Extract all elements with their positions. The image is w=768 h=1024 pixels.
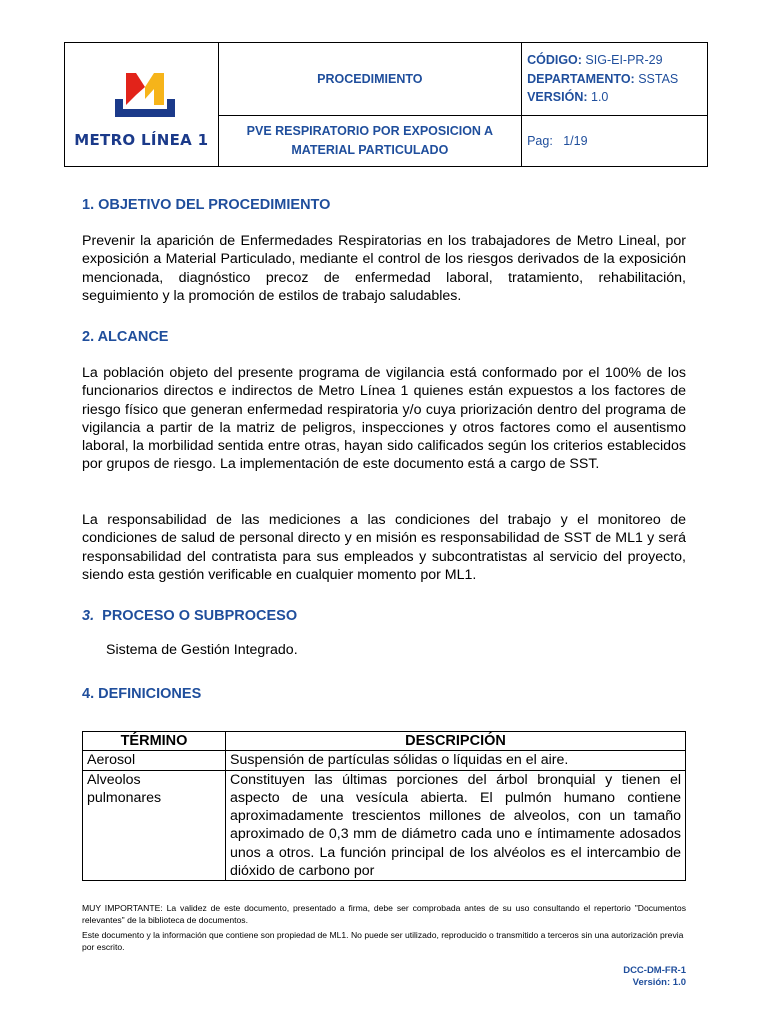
desc-cell: Suspensión de partículas sólidas o líquidas en el aire.	[226, 751, 686, 770]
col-term-header: TÉRMINO	[83, 732, 226, 751]
departamento-label: DEPARTAMENTO:	[527, 71, 635, 86]
footer-note-1: MUY IMPORTANTE: La validez de este documento, presentado a firma, debe ser comprobada antes de su uso consultando el repertorio "Documentos relevantes" de la biblioteca de documentos.	[82, 903, 686, 925]
term-cell	[83, 770, 226, 881]
doc-type: PROCEDIMIENTO	[218, 43, 521, 116]
document-header	[64, 42, 708, 167]
col-desc-header: DESCRIPCIÓN	[226, 732, 686, 751]
term-text: Alveolos pulmonares	[87, 771, 162, 806]
section-3-number: 3.	[82, 608, 95, 624]
section-1-text: Prevenir la aparición de Enfermedades Respiratorias en los trabajadores de Metro Lineal, por exposición a Material Particulado, mediante el control de los riesgos derivados de la exposición mencionada, diagnóstico precoz de enfermedad laboral, tratamiento, rehabilitación, seguimiento y la promoción de estilos de trabajo saludables.	[82, 233, 686, 304]
form-code-block	[623, 965, 686, 989]
section-4-title: 4. DEFINICIONES	[82, 686, 202, 702]
desc-cell: Constituyen las últimas porciones del árbol bronquial y tienen el aspecto de una vesícula abierta. El pulmón humano contiene aproximadamente trescientos millones de alveolos, con un tamaño aproximado de 0,3 mm de diámetro cada uno e íntimamente adosados unos a otros. La función principal de los alvéolos es el intercambio de dióxido de carbono por	[226, 770, 686, 881]
doc-title-text: PVE RESPIRATORIO POR EXPOSICION A MATERIAL PARTICULADO	[246, 124, 493, 158]
logo-cell	[65, 43, 219, 167]
section-1-title: 1. OBJETIVO DEL PROCEDIMIENTO	[82, 197, 331, 213]
term-cell: Aerosol	[83, 751, 226, 770]
form-version: Versión: 1.0	[632, 977, 686, 988]
doc-meta	[522, 43, 708, 116]
logo-text: METRO LÍNEA 1	[74, 131, 209, 149]
section-2-text-2: La responsabilidad de las mediciones a las condiciones del trabajo y el monitoreo de condiciones de salud de personal directo y en misión es responsabilidad de SST de ML1 y será responsabilidad del contratista para sus empleados y subcontratistas al servicio del proyecto, siendo esta gestión verificable en cualquier momento por ML1.	[82, 512, 686, 583]
table-row	[83, 751, 686, 770]
definitions-table	[82, 731, 686, 881]
version-value: 1.0	[591, 90, 609, 105]
departamento-value: SSTAS	[638, 71, 679, 86]
definitions-header-row	[83, 732, 686, 751]
page-label: Pag:	[527, 133, 553, 148]
codigo-label: CÓDIGO:	[527, 53, 582, 68]
section-3-title-text: PROCESO O SUBPROCESO	[102, 608, 298, 624]
form-code: DCC-DM-FR-1	[623, 965, 686, 976]
version-label: VERSIÓN:	[527, 90, 588, 105]
section-3-title	[82, 608, 297, 624]
codigo-value: SIG-EI-PR-29	[585, 53, 663, 68]
page-number	[522, 116, 708, 167]
page-value: 1/19	[563, 133, 588, 148]
metro-logo-icon	[112, 65, 178, 121]
section-2-text-1: La población objeto del presente programa de vigilancia está conformado por el 100% de los funcionarios directos e indirectos de Metro Línea 1 quienes están expuestos a los factores de riesgo físico que generan enfermedad respiratoria y/o cuya priorización dentro del programa de vigilancia a partir de la matriz de peligros, inspecciones y otros factores como el ausentismo laboral, la morbilidad sentida entre otras, hayan sido calificados según los criterios establecidos por grupos de riesgo. La implementación de este documento está a cargo de SST.	[82, 365, 686, 473]
footer-note-2: Este documento y la información que contiene son propiedad de ML1. No puede ser utilizado, reproducido o transmitido a terceros sin una autorización previa por escrito.	[82, 930, 684, 952]
doc-title	[218, 116, 521, 167]
section-2-title: 2. ALCANCE	[82, 329, 169, 345]
section-3-text: Sistema de Gestión Integrado.	[106, 642, 298, 658]
table-row	[83, 770, 686, 881]
